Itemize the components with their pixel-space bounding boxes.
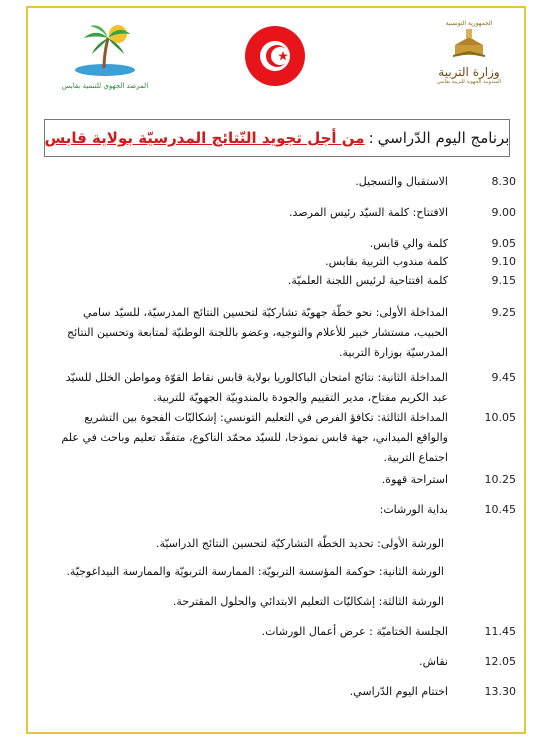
- schedule-time: 12.05: [484, 655, 516, 668]
- ministry-logo: [420, 20, 518, 100]
- workshop-text: [34, 562, 444, 582]
- page-title: [44, 119, 510, 157]
- ministry-emblem-icon: [449, 27, 489, 59]
- schedule-time: 9.15: [491, 274, 516, 287]
- workshop-text: [34, 592, 444, 612]
- schedule-text: [38, 470, 448, 490]
- observatory-logo: [60, 20, 150, 100]
- schedule-text: [38, 172, 448, 192]
- schedule-line: كلمة مندوب التربية بقابس.: [325, 255, 448, 268]
- schedule-line: بداية الورشات:: [379, 503, 448, 516]
- flag-emblem-icon: [243, 24, 307, 88]
- schedule-line: نقاش.: [419, 655, 448, 668]
- schedule-line: كلمة والي قابس.: [369, 237, 448, 250]
- schedule-text: [38, 500, 448, 520]
- schedule-time: 10.05: [484, 411, 516, 424]
- schedule-time: 11.45: [484, 625, 516, 638]
- schedule-line: استراحة قهوة.: [381, 473, 448, 486]
- title-prefix: برنامج اليوم الدّراسي: [377, 129, 510, 147]
- schedule-time: 10.45: [484, 503, 516, 516]
- title-separator: :: [368, 129, 374, 147]
- schedule-line: الجلسة الختاميّة : عرض أعمال الورشات.: [261, 625, 448, 638]
- workshop-text: [34, 534, 444, 554]
- tunisia-flag: [243, 24, 307, 88]
- workshop-line: الورشة الثانية: حوكمة المؤسسة التربويّة: الممارسة التربويّة والممارسة البيداغوجيّة.: [66, 565, 444, 578]
- schedule-time: 9.10: [491, 255, 516, 268]
- schedule-text: [38, 682, 448, 702]
- schedule-time: 9.45: [491, 371, 516, 384]
- schedule-text: [38, 203, 448, 223]
- schedule-time: 9.00: [491, 206, 516, 219]
- schedule-time: 9.05: [491, 237, 516, 250]
- schedule-time: 8.30: [491, 175, 516, 188]
- schedule-text: [38, 408, 448, 468]
- schedule-time: 9.25: [491, 306, 516, 319]
- ministry-name: وزارة التربية: [438, 65, 500, 79]
- ministry-subtitle: المندوبية الجهوية للتربية بقابس: [436, 79, 502, 85]
- schedule-line: اجتماع التربية.: [383, 451, 448, 464]
- ministry-top-text: الجمهورية التونسية: [445, 20, 493, 27]
- title-highlight: من أجل تجويد النّتائج المدرسيّة بولاية قابس: [44, 129, 365, 147]
- schedule-text: [38, 622, 448, 642]
- workshop-line: الورشة الأولى: تحديد الخطّة التشاركيّة لتحسين النتائج الدراسيّة.: [155, 537, 444, 550]
- schedule-line: المداخلة الثالثة: تكافؤ الفرص في التعليم التونسي: إشكاليّات الفجوة بين التشريع: [84, 411, 448, 424]
- schedule-text: [38, 303, 448, 363]
- schedule-line: الافتتاح: كلمة السيّد رئيس المرصد.: [289, 206, 448, 219]
- palm-tree-icon: [70, 20, 140, 78]
- schedule-line: والواقع الميداني، جهة قابس نموذجا، للسيّد محمّد الناكوع، متفقّد تعليم وباحث في علم: [61, 431, 448, 444]
- schedule-line: المدرسيّة بوزارة التربية.: [338, 346, 448, 359]
- workshop-line: الورشة الثالثة: إشكاليّات التعليم الابتدائي والحلول المقترحة.: [172, 595, 444, 608]
- schedule-text: [38, 368, 448, 408]
- schedule-line: المداخلة الأولى: نحو خطّة جهويّة تشاركيّة لتحسين النتائج المدرسيّة، للسيّد سامي: [82, 306, 448, 319]
- schedule-time: 13.30: [484, 685, 516, 698]
- schedule-line: الاستقبال والتسجيل.: [355, 175, 448, 188]
- schedule-text: [38, 252, 448, 272]
- schedule-line: عبد الكريم مفتاح، مدير التقييم والجودة بالمندوبيّة الجهويّة للتربية.: [153, 391, 448, 404]
- schedule-line: المداخلة الثانية: نتائج امتحان الباكالوريا بولاية قابس نقاط القوّة ومواطن الخلل للسيّد: [65, 371, 448, 384]
- schedule-text: [38, 271, 448, 291]
- schedule-time: 10.25: [484, 473, 516, 486]
- schedule-text: [38, 652, 448, 672]
- schedule-text: [38, 234, 448, 254]
- schedule-line: كلمة افتتاحية لرئيس اللجنة العلميّة.: [287, 274, 448, 287]
- schedule-line: الحبيب، مستشار خبير للأعلام والتوجيه، وعضو باللجنة الوطنيّة لمتابعة وتحسين النتائج: [66, 326, 448, 339]
- observatory-caption: المرصد الجهوي للتنمية بقابس: [61, 82, 149, 90]
- schedule-line: اختتام اليوم الدّراسي.: [349, 685, 448, 698]
